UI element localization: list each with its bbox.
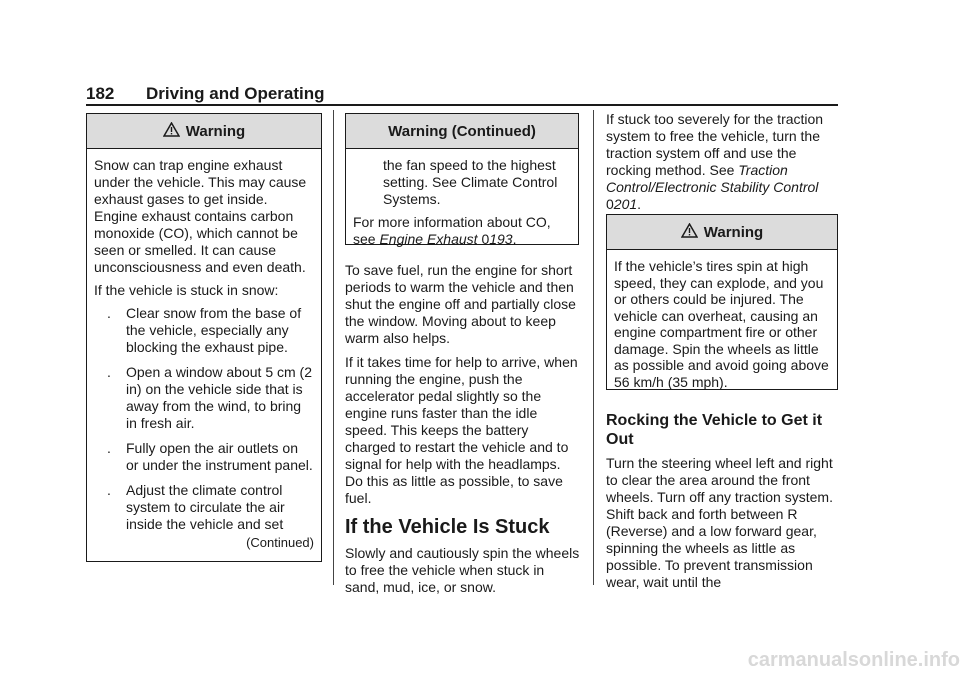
continued-label: (Continued) <box>246 535 314 550</box>
warning-body <box>607 250 837 402</box>
xref-page[interactable]: 193 <box>489 231 513 247</box>
warning-title: Warning <box>185 122 246 140</box>
bullet-marker: . <box>107 482 111 498</box>
warning-header <box>87 114 321 149</box>
body-paragraph: If stuck too severely for the traction system to free the vehicle, turn the traction system off and use the rocking method. See Traction Control/Electronic Stability Control 0201. <box>606 111 824 212</box>
xref-engine-exhaust[interactable]: Engine Exhaust <box>379 231 478 247</box>
warning-header <box>346 114 578 149</box>
column-divider-1 <box>333 110 334 585</box>
section-title: Driving and Operating <box>146 84 325 103</box>
bullet-item: . Open a window about 5 cm (2 in) on the vehicle side that is away from the wind, to bring in fresh air. <box>107 364 312 431</box>
warning-triangle-icon <box>163 122 180 141</box>
column-2-text <box>345 262 581 603</box>
warning-body <box>346 149 578 260</box>
warning-title: Warning (Continued) <box>388 122 536 140</box>
bullet-item: . Adjust the climate control system to circulate the air inside the vehicle and set <box>107 482 285 532</box>
warning-box-continued <box>345 113 579 245</box>
watermark: carmanualsonline.info <box>747 649 960 671</box>
xref-traction-control[interactable]: Traction Control/Electronic Stability Control <box>606 162 819 195</box>
xref-page[interactable]: 201 <box>613 196 638 212</box>
header-rule <box>86 104 838 106</box>
page-ref-icon: 0 <box>481 231 490 247</box>
bullet-marker: . <box>107 440 111 456</box>
column-divider-2 <box>593 110 594 585</box>
bullet-marker: . <box>107 364 111 380</box>
warning-box-tires <box>606 214 838 390</box>
warning-paragraph: Snow can trap engine exhaust under the vehicle. This may cause exhaust gases to get inside. Engine exhaust contains carbon monoxide (CO), which cannot be seen or smelled. It can cause unconsciousness and even death. <box>94 157 307 275</box>
body-paragraph: To save fuel, run the engine for short periods to warm the vehicle and then shut the engine off and partially close the window. Moving about to keep warm also helps. <box>345 262 576 346</box>
column-3-text <box>606 111 838 220</box>
page-header <box>86 84 838 105</box>
warning-box-exhaust <box>86 113 322 562</box>
body-paragraph: If it takes time for help to arrive, when running the engine, push the accelerator pedal slightly so the engine runs faster than the idle speed. This keeps the battery charged to restart the vehicle and to signal for help with the headlamps. Do this as little as possible, to save fuel. <box>345 354 578 506</box>
body-paragraph: Turn the steering wheel left and right to clear the area around the front wheels. Turn off any traction system. Shift back and forth between R (Reverse) and a low forward gear, spinning the wheels as little as possible. To prevent transmission wear, wait until the <box>606 455 833 590</box>
page-number: 182 <box>86 84 115 103</box>
warning-paragraph: If the vehicle is stuck in snow: <box>94 282 279 298</box>
bullet-item: . Clear snow from the base of the vehicle, especially any blocking the exhaust pipe. <box>107 305 302 355</box>
warning-body <box>87 149 321 557</box>
warning-paragraph: For more information about CO, see Engine Exhaust 0193. <box>353 214 551 247</box>
section-heading-stuck: If the Vehicle Is Stuck <box>345 516 550 538</box>
warning-continued-text: the fan speed to the highest setting. See Climate Control Systems. <box>383 157 558 207</box>
body-paragraph: Slowly and cautiously spin the wheels to free the vehicle when stuck in sand, mud, ice, or snow. <box>345 545 580 595</box>
bullet-marker: . <box>107 305 111 321</box>
bullet-item: . Fully open the air outlets on or under the instrument panel. <box>107 440 313 473</box>
section-heading-rocking: Rocking the Vehicle to Get it Out <box>606 412 823 448</box>
warning-paragraph: If the vehicle’s tires spin at high speed, they can explode, and you or others could be injured. The vehicle can overheat, causing an engine compartment fire or other damage. Spin the wheels as little as possible and avoid going above 56 km/h (35 mph). <box>614 258 829 390</box>
page-ref-icon: 0 <box>606 196 614 212</box>
column-3-lower <box>606 405 838 598</box>
warning-title: Warning <box>703 223 764 241</box>
warning-triangle-icon <box>681 223 698 242</box>
warning-header <box>607 215 837 250</box>
